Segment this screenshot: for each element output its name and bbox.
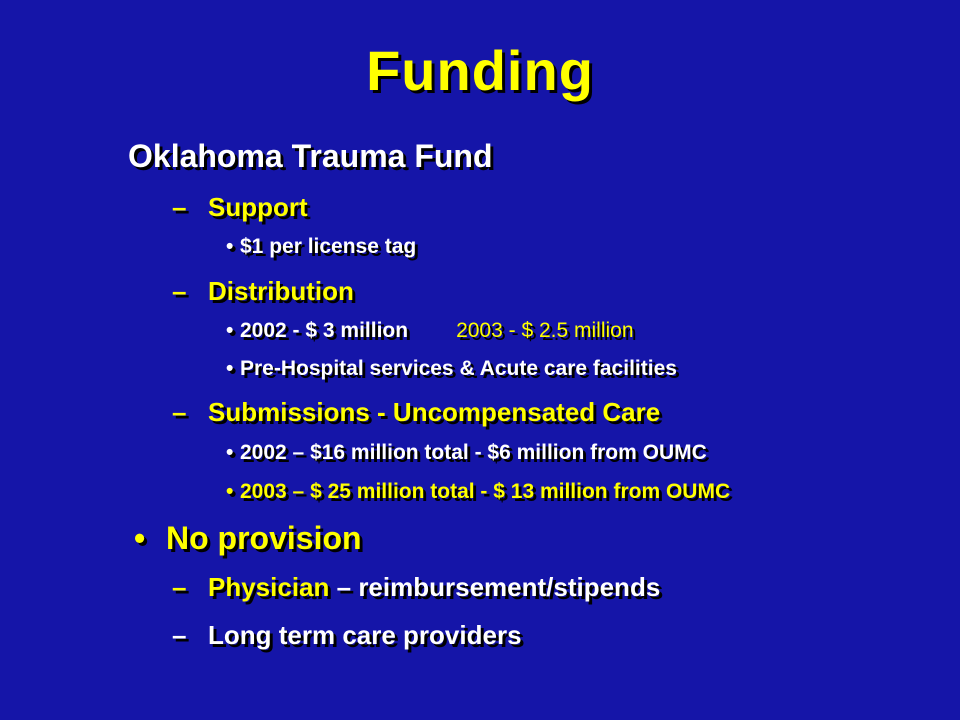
support-subitem <box>226 235 416 259</box>
submissions-row-2002 <box>226 441 707 465</box>
dash-marker: – <box>172 276 187 306</box>
submissions-2002-text: 2002 – $16 million total - $6 million from OUMC <box>240 441 707 464</box>
support-label: Support <box>208 192 308 222</box>
dash-marker: – <box>172 397 187 427</box>
physician-detail: – reimbursement/stipends <box>329 572 661 602</box>
no-provision-label: No provision <box>166 520 362 556</box>
distribution-2002-text: 2002 - $ 3 million <box>240 319 409 342</box>
distribution-row-years <box>226 319 634 343</box>
bullet-marker: • <box>226 441 234 464</box>
no-provision-physician <box>172 572 660 603</box>
no-provision-long-term-care <box>172 620 522 651</box>
distribution-2003-text: 2003 - $ 2.5 million <box>456 319 634 342</box>
section-heading: Oklahoma Trauma Fund <box>128 138 493 174</box>
dash-marker: – <box>172 192 187 222</box>
bullet-marker: • <box>134 520 146 556</box>
dash-marker: – <box>172 620 187 650</box>
distribution-label: Distribution <box>208 276 354 306</box>
dash-marker: – <box>172 572 187 602</box>
slide-title: Funding <box>366 39 594 102</box>
distribution-item <box>172 276 354 307</box>
distribution-row-services <box>226 357 677 381</box>
no-provision-item <box>134 520 362 557</box>
submissions-label: Submissions - Uncompensated Care <box>208 397 661 427</box>
long-term-care-text: Long term care providers <box>208 620 522 650</box>
support-item <box>172 192 308 223</box>
bullet-marker: • <box>226 480 234 503</box>
bullet-marker: • <box>226 357 234 380</box>
bullet-marker: • <box>226 319 234 342</box>
submissions-2003-text: 2003 – $ 25 million total - $ 13 million from OUMC <box>240 480 731 503</box>
submissions-row-2003 <box>226 480 730 504</box>
support-subitem-text: $1 per license tag <box>240 235 417 258</box>
physician-label: Physician <box>208 572 330 602</box>
distribution-services-text: Pre-Hospital services & Acute care facilities <box>240 357 677 380</box>
submissions-item <box>172 397 660 428</box>
bullet-marker: • <box>226 235 234 258</box>
